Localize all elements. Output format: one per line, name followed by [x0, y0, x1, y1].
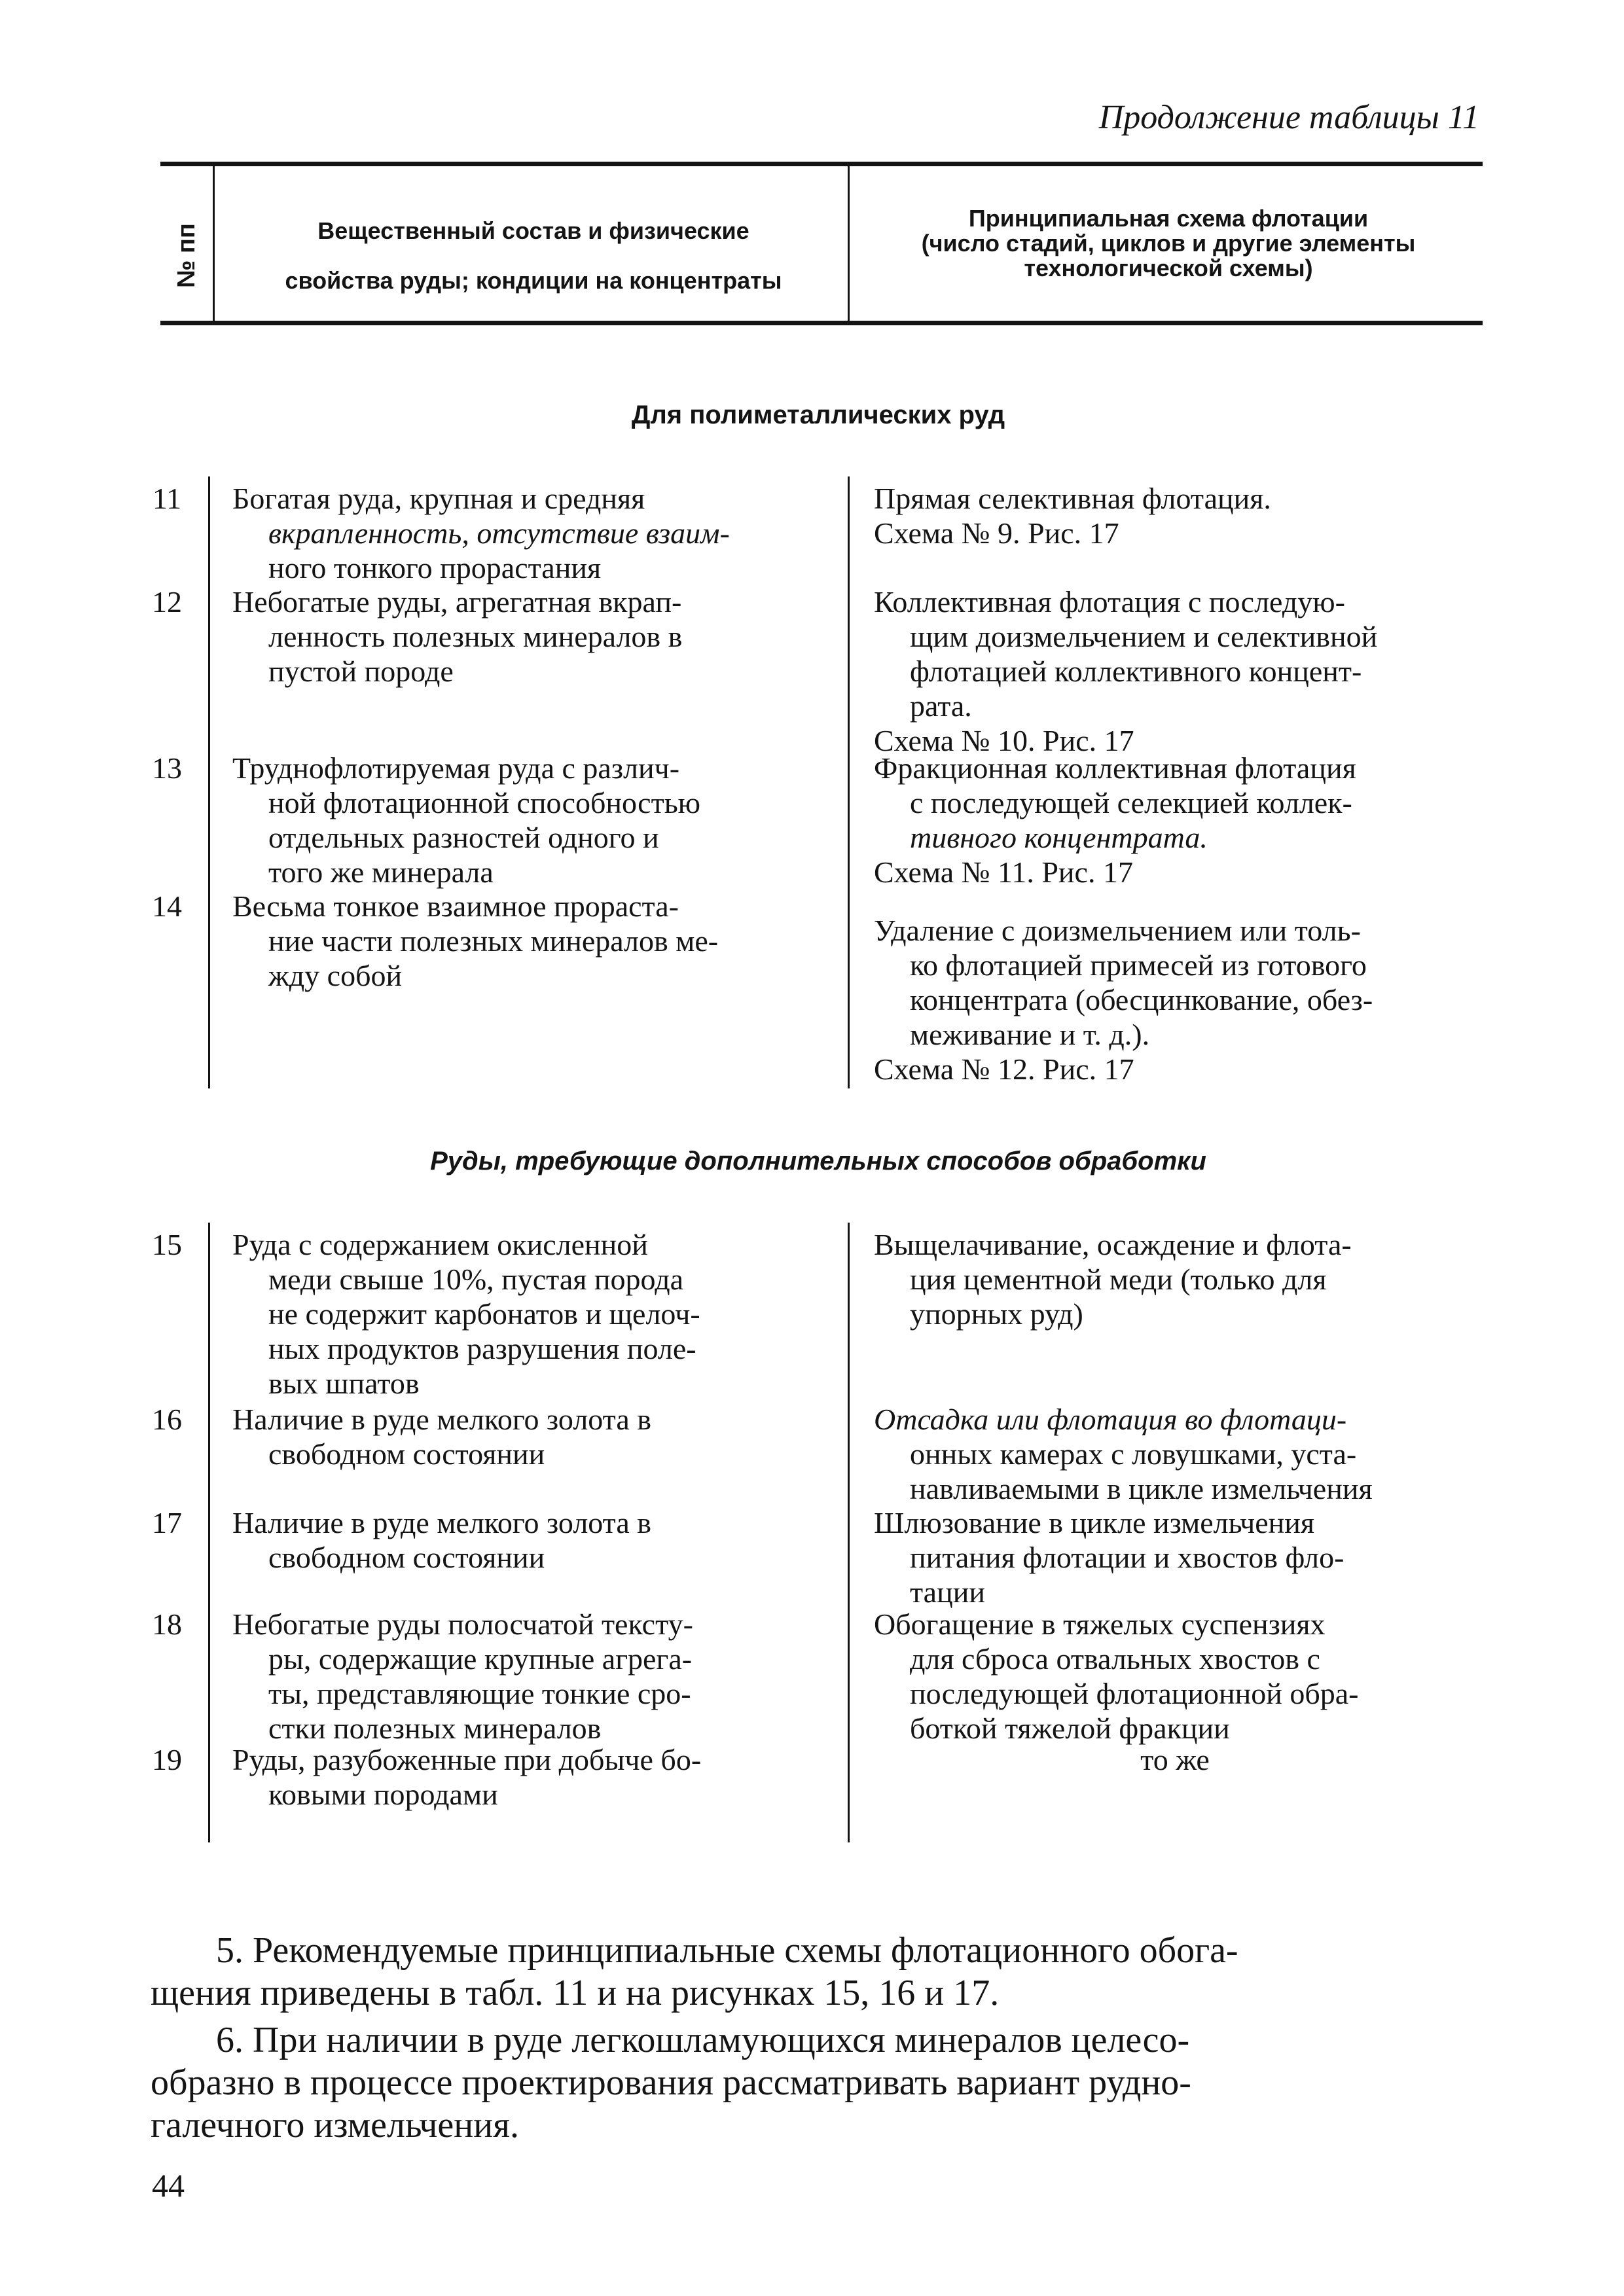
paragraph-6: 6. При наличии в руде легкошламующихся минералов целесо- образно в процессе проектирования рассматривать вариант рудно- галечного измельчения. [151, 2020, 1191, 2145]
row-number: 18 [152, 1607, 182, 1641]
row-composition: Наличие в руде мелкого золота в свободном состоянии [232, 1403, 651, 1471]
row-number: 13 [152, 751, 182, 785]
row-scheme: Фракционная коллективная флотация с последующей селекцией коллек- тивного концентрата. Схема № 11. Рис. 17 [874, 751, 1356, 889]
row-scheme: Прямая селективная флотация. Схема № 9. Рис. 17 [874, 482, 1271, 550]
column-header-composition: Вещественный состав и физические свойства руды; кондиции на концентраты [285, 217, 782, 294]
row-number: 17 [152, 1506, 182, 1539]
continuation-caption: Продолжение таблицы 11 [1098, 99, 1479, 136]
column-header-number: № пп [172, 223, 200, 288]
row-scheme: Выщелачивание, осаждение и флота- ция цементной меди (только для упорных руд) [874, 1228, 1352, 1331]
row-composition: Руды, разубоженные при добыче бо- ковыми породами [232, 1743, 702, 1811]
row-composition: Наличие в руде мелкого золота в свободном состоянии [232, 1506, 651, 1574]
row-scheme: Шлюзование в цикле измельчения питания флотации и хвостов фло- тации [874, 1506, 1344, 1609]
column-header-scheme: Принципиальная схема флотации (число стадий, циклов и другие элементы технологической схемы) [921, 205, 1416, 281]
row-number: 16 [152, 1403, 182, 1436]
section2-divider-right [848, 1223, 850, 1842]
section1-divider-right [848, 476, 850, 1088]
row-scheme: то же [1140, 1743, 1210, 1776]
row-scheme: Удаление с доизмельчением или толь- ко флотацией примесей из готового концентрата (обесцинкование, обез- меживание и т. д.). Схема № 12. Рис. 17 [874, 914, 1373, 1086]
header-divider-2 [848, 166, 850, 321]
row-number: 11 [152, 482, 182, 515]
row-composition: Небогатые руды, агрегатная вкрап- ленность полезных минералов в пустой породе [232, 585, 683, 688]
row-scheme: Коллективная флотация с последую- щим доизмельчением и селективной флотацией коллективного концент- рата. Схема № 10. Рис. 17 [874, 585, 1378, 757]
row-composition: Небогатые руды полосчатой тексту- ры, содержащие крупные агрега- ты, представляющие тонкие сро- стки полезных минералов [232, 1607, 693, 1745]
section2-divider-left [208, 1223, 210, 1842]
row-composition: Труднофлотируемая руда с различ- ной флотационной способностью отдельных разностей одного и того же минерала [232, 751, 701, 889]
paragraph-5: 5. Рекомендуемые принципиальные схемы флотационного обога- щения приведены в табл. 11 и на рисунках 15, 16 и 17. [151, 1930, 1238, 2013]
row-scheme: Обогащение в тяжелых суспензиях для сброса отвальных хвостов с последующей флотационной обра- боткой тяжелой фракции [874, 1607, 1359, 1745]
row-composition: Весьма тонкое взаимное прораста- ние части полезных минералов ме- жду собой [232, 889, 719, 992]
row-composition: Богатая руда, крупная и средняя вкрапленность, отсутствие взаим- ного тонкого прорастания [232, 482, 730, 584]
table-top-rule [160, 162, 1483, 166]
table-header-bottom-rule [160, 321, 1483, 325]
section-title-polymetallic: Для полиметаллических руд [631, 401, 1005, 429]
row-number: 15 [152, 1228, 182, 1261]
header-divider-1 [213, 166, 215, 321]
section-title-additional-processing: Руды, требующие дополнительных способов обработки [430, 1147, 1206, 1175]
row-number: 12 [152, 585, 182, 619]
row-composition: Руда с содержанием окисленной меди свыше 10%, пустая порода не содержит карбонатов и щелоч- ных продуктов разрушения поле- вых шпатов [232, 1228, 700, 1400]
section1-divider-left [208, 476, 210, 1088]
row-scheme: Отсадка или флотация во флотаци- онных камерах с ловушками, уста- навливаемыми в цикле измельчения [874, 1403, 1373, 1505]
row-number: 14 [152, 889, 182, 923]
page-number: 44 [152, 2167, 185, 2204]
row-number: 19 [152, 1743, 182, 1776]
